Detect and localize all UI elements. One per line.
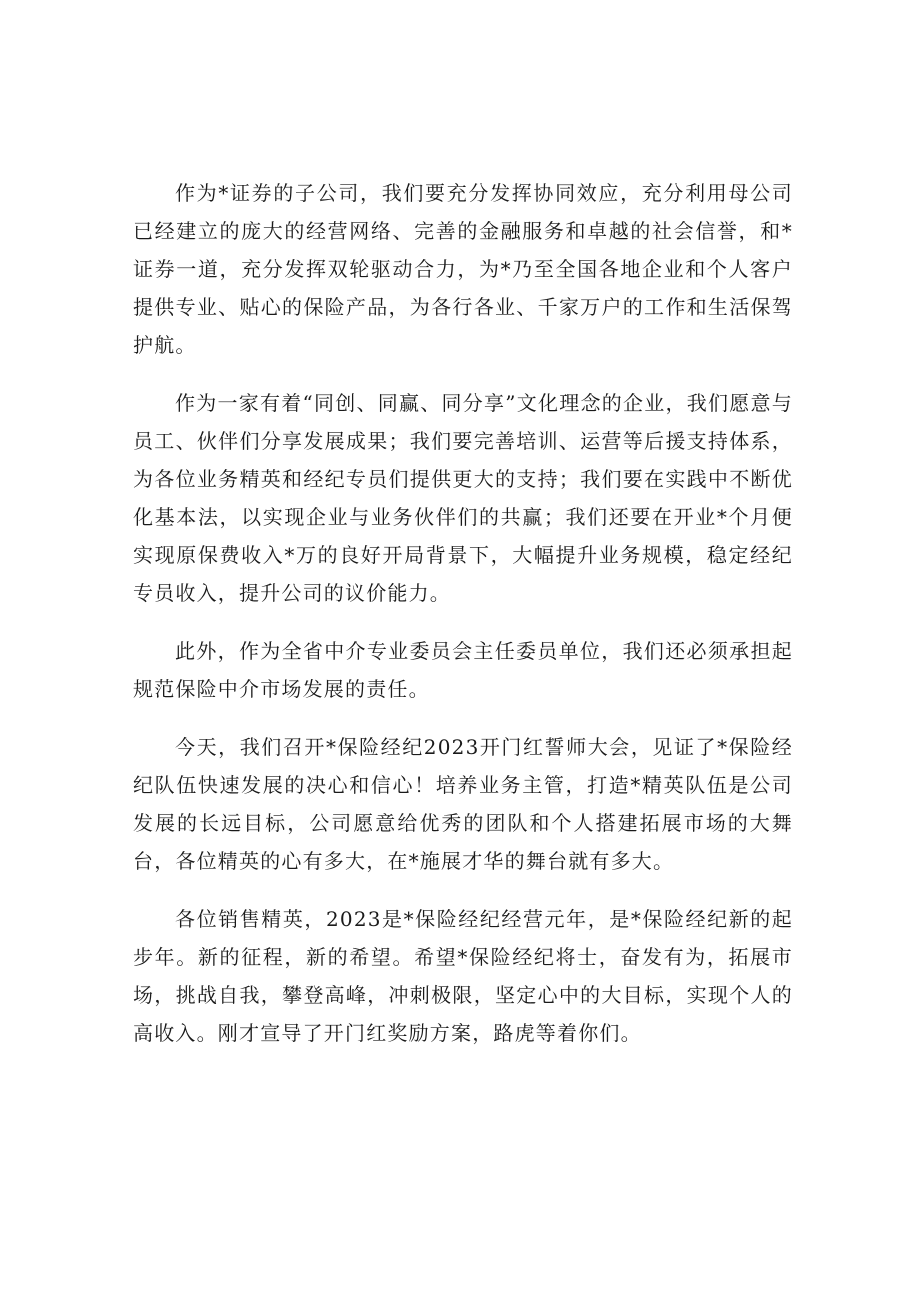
paragraph-2: 作为一家有着“同创、同赢、同分享”文化理念的企业，我们愿意与员工、伙伴们分享发展成果；我们要完善培训、运营等后援支持体系，为各位业务精英和经纪专员们提供更大的支持；我们要在实践中不断优化基本法，以实现企业与业务伙伴们的共赢；我们还要在开业*个月便实现原保费收入*万的良好开局背景下，大幅提升业务规模，稳定经纪专员收入，提升公司的议价能力。 [133, 391, 793, 605]
paragraph-3: 此外，作为全省中介专业委员会主任委员单位，我们还必须承担起规范保险中介市场发展的责任。 [133, 639, 793, 701]
paragraph-5: 各位销售精英，2023是*保险经纪经营元年，是*保险经纪新的起步年。新的征程，新的希望。希望*保险经纪将士，奋发有为，拓展市场，挑战自我，攀登高峰，冲刺极限，坚定心中的大目标，实现个人的高收入。刚才宣导了开门红奖励方案，路虎等着你们。 [133, 907, 793, 1045]
paragraph-1: 作为*证券的子公司，我们要充分发挥协同效应，充分利用母公司已经建立的庞大的经营网络、完善的金融服务和卓越的社会信誉，和*证券一道，充分发挥双轮驱动合力，为*乃至全国各地企业和个人客户提供专业、贴心的保险产品，为各行各业、千家万户的工作和生活保驾护航。 [133, 181, 793, 357]
paragraph-4: 今天，我们召开*保险经纪2023开门红誓师大会，见证了*保险经纪队伍快速发展的决心和信心！培养业务主管，打造*精英队伍是公司发展的长远目标，公司愿意给优秀的团队和个人搭建拓展市场的大舞台，各位精英的心有多大，在*施展才华的舞台就有多大。 [133, 735, 793, 873]
document-body [133, 174, 793, 1072]
